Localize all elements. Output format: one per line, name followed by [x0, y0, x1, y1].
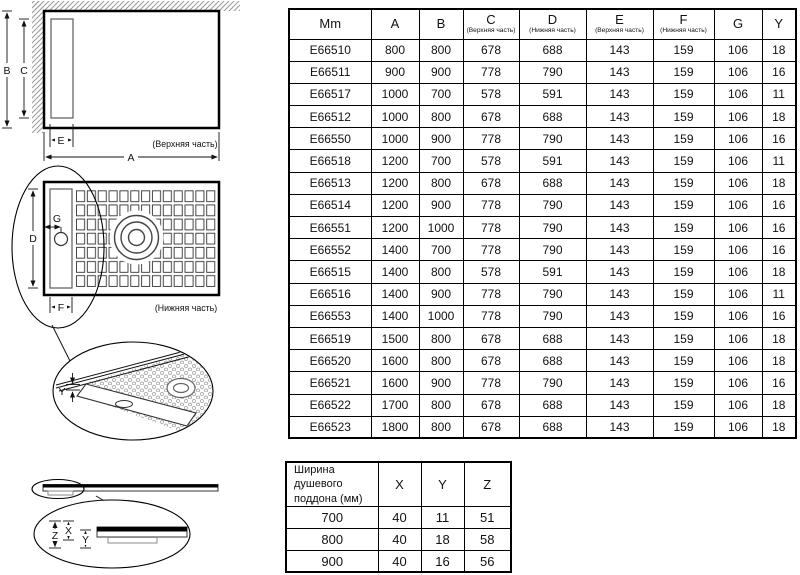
- dimension-cell: 790: [519, 128, 586, 150]
- dimension-cell: 51: [464, 506, 511, 528]
- dimension-cell: 1200: [371, 194, 419, 216]
- column-header: F (Нижняя часть): [653, 9, 714, 39]
- column-header: Y: [762, 9, 796, 39]
- table-row: [286, 506, 511, 528]
- drain-perspective-inner: [174, 384, 189, 393]
- dimension-cell: 790: [519, 61, 586, 83]
- dimension-cell: 143: [586, 283, 653, 305]
- dimension-cell: 159: [653, 150, 714, 172]
- dim-label-e: E: [57, 135, 65, 147]
- dimension-cell: 778: [463, 372, 519, 394]
- dimension-cell: 159: [653, 261, 714, 283]
- dimension-cell: 1500: [371, 327, 419, 349]
- dimension-cell: 106: [714, 150, 762, 172]
- dimension-cell: 1400: [371, 261, 419, 283]
- dimension-cell: 688: [519, 416, 586, 438]
- drain-channel-top: [51, 19, 73, 118]
- dimension-cell: 143: [586, 239, 653, 261]
- dimension-cell: 40: [378, 528, 421, 550]
- dimension-cell: 106: [714, 416, 762, 438]
- dimension-cell: 143: [586, 61, 653, 83]
- column-header: C (Верхняя часть): [463, 9, 519, 39]
- table-row: [289, 305, 796, 327]
- tray-width-cell: 900: [286, 550, 378, 572]
- dimension-cell: 106: [714, 39, 762, 61]
- column-header: Mm: [289, 9, 371, 39]
- dimension-cell: 1200: [371, 172, 419, 194]
- model-code-cell: E66551: [289, 217, 371, 239]
- dimension-cell: 688: [519, 106, 586, 128]
- dimension-cell: 106: [714, 83, 762, 105]
- dimension-cell: 159: [653, 128, 714, 150]
- dimension-cell: 18: [421, 528, 464, 550]
- dimension-cell: 143: [586, 106, 653, 128]
- model-code-cell: E66518: [289, 150, 371, 172]
- dimension-cell: 16: [421, 550, 464, 572]
- dimension-cell: 678: [463, 172, 519, 194]
- drain-box-profile: [48, 491, 73, 495]
- dimension-cell: 143: [586, 217, 653, 239]
- dimension-cell: 159: [653, 39, 714, 61]
- dimension-cell: 790: [519, 217, 586, 239]
- dimension-cell: 16: [762, 217, 796, 239]
- dimension-cell: 790: [519, 305, 586, 327]
- diagram-side-section: [32, 480, 218, 569]
- table-row: [289, 172, 796, 194]
- dim-label-y-detail: Y: [58, 386, 66, 398]
- column-header: X: [378, 462, 421, 506]
- dimension-cell: 106: [714, 239, 762, 261]
- dimension-cell: 1200: [371, 150, 419, 172]
- dimension-cell: 700: [419, 83, 463, 105]
- column-header: G: [714, 9, 762, 39]
- top-view-caption: (Верхняя часть): [152, 139, 218, 149]
- dimension-cell: 578: [463, 261, 519, 283]
- dimension-cell: 143: [586, 327, 653, 349]
- dimension-cell: 106: [714, 261, 762, 283]
- dim-label-g: G: [52, 213, 62, 225]
- dimension-cell: 778: [463, 194, 519, 216]
- dimension-cell: 143: [586, 394, 653, 416]
- technical-diagrams: [0, 0, 280, 575]
- table-row: [289, 372, 796, 394]
- dimension-cell: 1600: [371, 372, 419, 394]
- table-row: [286, 528, 511, 550]
- dim-label-b: B: [3, 65, 11, 77]
- dimension-cell: 16: [762, 239, 796, 261]
- column-header: E (Верхняя часть): [586, 9, 653, 39]
- column-header: D (Нижняя часть): [519, 9, 586, 39]
- dimension-cell: 800: [419, 327, 463, 349]
- dimension-cell: 106: [714, 217, 762, 239]
- model-code-cell: E66511: [289, 61, 371, 83]
- dimension-cell: 778: [463, 239, 519, 261]
- dimension-cell: 16: [762, 61, 796, 83]
- dimension-cell: 1400: [371, 239, 419, 261]
- dimension-cell: 18: [762, 39, 796, 61]
- dimension-cell: 591: [519, 261, 586, 283]
- diagram-bottom-view: [12, 166, 219, 361]
- dimension-cell: 678: [463, 416, 519, 438]
- tray-width-cell: 800: [286, 528, 378, 550]
- dimension-cell: 678: [463, 106, 519, 128]
- dimension-cell: 11: [762, 83, 796, 105]
- diagram-edge-detail: [53, 342, 216, 440]
- dimension-cell: 16: [762, 194, 796, 216]
- dimension-cell: 143: [586, 350, 653, 372]
- dimension-cell: 778: [463, 283, 519, 305]
- model-code-cell: E66523: [289, 416, 371, 438]
- column-header: Z: [464, 462, 511, 506]
- dimension-cell: 143: [586, 39, 653, 61]
- dimension-cell: 159: [653, 239, 714, 261]
- dimension-cell: 106: [714, 350, 762, 372]
- dimension-cell: 40: [378, 506, 421, 528]
- dimension-cell: 678: [463, 394, 519, 416]
- model-code-cell: E66522: [289, 394, 371, 416]
- model-code-cell: E66552: [289, 239, 371, 261]
- dimension-cell: 790: [519, 372, 586, 394]
- dimension-cell: 578: [463, 83, 519, 105]
- dimension-cell: 18: [762, 261, 796, 283]
- dimension-cell: 143: [586, 172, 653, 194]
- dimension-cell: 688: [519, 327, 586, 349]
- dimension-cell: 1000: [419, 305, 463, 327]
- dimension-cell: 159: [653, 106, 714, 128]
- dimension-cell: 18: [762, 327, 796, 349]
- table-row: [289, 283, 796, 305]
- dimension-cell: 159: [653, 61, 714, 83]
- dimension-cell: 1400: [371, 283, 419, 305]
- dimension-cell: 143: [586, 150, 653, 172]
- dimension-cell: 106: [714, 327, 762, 349]
- dimension-cell: 106: [714, 172, 762, 194]
- dim-label-f: F: [57, 302, 65, 314]
- dimension-cell: 778: [463, 61, 519, 83]
- dimension-cell: 143: [586, 372, 653, 394]
- dimension-cell: 1200: [371, 217, 419, 239]
- table-row: [289, 394, 796, 416]
- dimension-cell: 900: [419, 283, 463, 305]
- dimension-cell: 159: [653, 217, 714, 239]
- table-row: [286, 550, 511, 572]
- bottom-view-caption: (Нижняя часть): [154, 303, 218, 313]
- dimension-cell: 800: [419, 172, 463, 194]
- dimension-cell: 11: [762, 150, 796, 172]
- dimension-cell: 1800: [371, 416, 419, 438]
- table-row: [289, 150, 796, 172]
- dimension-cell: 778: [463, 305, 519, 327]
- model-code-cell: E66517: [289, 83, 371, 105]
- callout-connector: [52, 325, 70, 361]
- dimension-cell: 58: [464, 528, 511, 550]
- model-code-cell: E66520: [289, 350, 371, 372]
- dimension-cell: 11: [762, 283, 796, 305]
- dimension-cell: 678: [463, 350, 519, 372]
- dim-label-c: C: [20, 65, 28, 77]
- dimension-cell: 159: [653, 172, 714, 194]
- model-code-cell: E66550: [289, 128, 371, 150]
- dimension-cell: 591: [519, 83, 586, 105]
- dimension-cell: 143: [586, 305, 653, 327]
- dimension-cell: 1000: [371, 83, 419, 105]
- model-code-cell: E66553: [289, 305, 371, 327]
- dimension-cell: 900: [371, 61, 419, 83]
- dimension-cell: 688: [519, 39, 586, 61]
- model-code-cell: E66514: [289, 194, 371, 216]
- dimension-cell: 159: [653, 394, 714, 416]
- dimension-cell: 106: [714, 61, 762, 83]
- dimension-cell: 678: [463, 39, 519, 61]
- dimension-cell: 18: [762, 350, 796, 372]
- wall-hatch-top: [33, 1, 240, 11]
- model-code-cell: E66513: [289, 172, 371, 194]
- table-row: [289, 327, 796, 349]
- dimension-cell: 143: [586, 261, 653, 283]
- dimension-cell: 1600: [371, 350, 419, 372]
- model-code-cell: E66519: [289, 327, 371, 349]
- dim-label-a: A: [127, 152, 135, 164]
- dimension-cell: 790: [519, 194, 586, 216]
- dimension-cell: 800: [419, 416, 463, 438]
- dimension-cell: 16: [762, 128, 796, 150]
- header-row: [289, 9, 796, 39]
- header-row: [286, 462, 511, 506]
- table-row: [289, 239, 796, 261]
- dimension-cell: 678: [463, 327, 519, 349]
- dimension-cell: 11: [421, 506, 464, 528]
- model-code-cell: E66510: [289, 39, 371, 61]
- dim-label-d: D: [29, 233, 37, 245]
- dimension-cell: 143: [586, 128, 653, 150]
- table-row: [289, 39, 796, 61]
- dimension-cell: 900: [419, 61, 463, 83]
- dimension-cell: 106: [714, 194, 762, 216]
- dimension-cell: 159: [653, 194, 714, 216]
- tray-width-cell: 700: [286, 506, 378, 528]
- dimension-cell: 700: [419, 239, 463, 261]
- table-row: [289, 416, 796, 438]
- dimension-cell: 106: [714, 305, 762, 327]
- dimension-cell: 18: [762, 394, 796, 416]
- table-row: [289, 106, 796, 128]
- dimension-cell: 1000: [371, 106, 419, 128]
- column-header: A: [371, 9, 419, 39]
- dimensions-table: [288, 8, 797, 439]
- dimension-cell: 688: [519, 394, 586, 416]
- table-row: [289, 194, 796, 216]
- dimension-cell: 1700: [371, 394, 419, 416]
- dimension-cell: 800: [419, 261, 463, 283]
- table-row: [289, 350, 796, 372]
- dimension-cell: 778: [463, 217, 519, 239]
- dimension-cell: 790: [519, 239, 586, 261]
- dimension-cell: 159: [653, 372, 714, 394]
- dimension-cell: 578: [463, 150, 519, 172]
- dimension-cell: 688: [519, 350, 586, 372]
- dimension-cell: 106: [714, 128, 762, 150]
- dimension-cell: 18: [762, 172, 796, 194]
- tray-width-table: [285, 461, 512, 573]
- table-row: [289, 217, 796, 239]
- dimension-cell: 1400: [371, 305, 419, 327]
- dimension-cell: 688: [519, 172, 586, 194]
- tray-width-header: Ширина душевого поддона (мм): [286, 462, 378, 506]
- dimension-cell: 159: [653, 327, 714, 349]
- dimension-cell: 790: [519, 283, 586, 305]
- dimension-cell: 900: [419, 372, 463, 394]
- dimension-cell: 700: [419, 150, 463, 172]
- dimension-cell: 16: [762, 305, 796, 327]
- wall-hatch-left: [32, 1, 43, 133]
- dimension-cell: 106: [714, 394, 762, 416]
- drain-box-enlarged: [108, 538, 157, 544]
- table-row: [289, 83, 796, 105]
- dimension-cell: 900: [419, 128, 463, 150]
- dimension-cell: 1000: [371, 128, 419, 150]
- table-row: [289, 261, 796, 283]
- cover-hole: [116, 401, 133, 408]
- dimension-cell: 159: [653, 416, 714, 438]
- dimension-cell: 106: [714, 283, 762, 305]
- dimension-cell: 159: [653, 350, 714, 372]
- dimension-cell: 56: [464, 550, 511, 572]
- dimension-cell: 106: [714, 106, 762, 128]
- dimension-cell: 800: [371, 39, 419, 61]
- dimension-cell: 40: [378, 550, 421, 572]
- column-header: Y: [421, 462, 464, 506]
- dimension-cell: 778: [463, 128, 519, 150]
- diagram-top-view: [1, 1, 240, 164]
- table-row: [289, 61, 796, 83]
- dimension-cell: 18: [762, 416, 796, 438]
- dimension-cell: 591: [519, 150, 586, 172]
- dimension-cell: 159: [653, 283, 714, 305]
- model-code-cell: E66521: [289, 372, 371, 394]
- model-code-cell: E66512: [289, 106, 371, 128]
- dimension-cell: 143: [586, 194, 653, 216]
- table-row: [289, 128, 796, 150]
- dim-label-y-section: Y: [81, 534, 90, 546]
- dimension-cell: 800: [419, 350, 463, 372]
- drain-hole: [55, 233, 68, 246]
- dimension-cell: 900: [419, 194, 463, 216]
- drain-cover-center: [129, 230, 145, 246]
- dimension-cell: 159: [653, 83, 714, 105]
- model-code-cell: E66515: [289, 261, 371, 283]
- dimension-cell: 143: [586, 83, 653, 105]
- dimension-cell: 1000: [419, 217, 463, 239]
- dimension-cell: 106: [714, 372, 762, 394]
- dimension-cell: 16: [762, 372, 796, 394]
- dimension-cell: 143: [586, 416, 653, 438]
- model-code-cell: E66516: [289, 283, 371, 305]
- column-header: B: [419, 9, 463, 39]
- dimension-cell: 800: [419, 39, 463, 61]
- dimension-cell: 159: [653, 305, 714, 327]
- dim-label-z: Z: [51, 530, 59, 542]
- dim-label-x: X: [64, 525, 73, 537]
- dimension-cell: 18: [762, 106, 796, 128]
- dimension-cell: 800: [419, 106, 463, 128]
- dimension-cell: 800: [419, 394, 463, 416]
